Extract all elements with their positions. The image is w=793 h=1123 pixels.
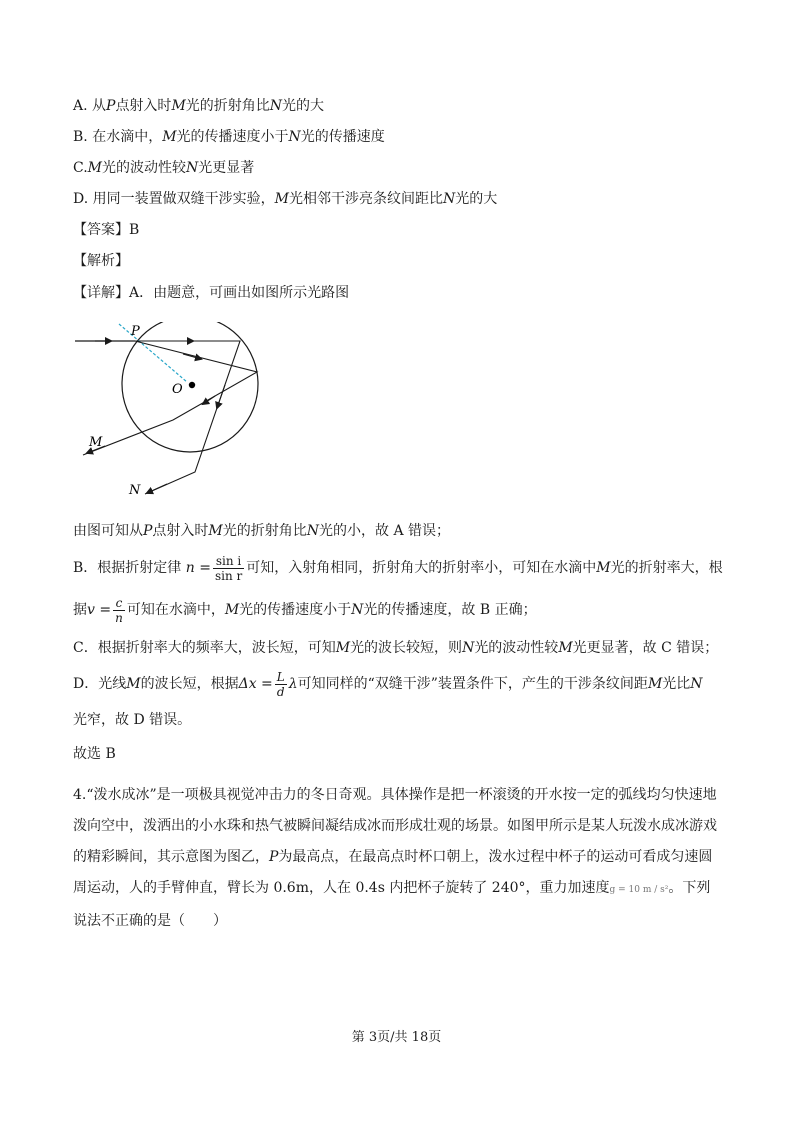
question-4: 4.“泼水成冰”是一项极具视觉冲击力的冬日奇观。具体操作是把一杯滚烫的开水按一定的弧线均匀快速地泼向空中，泼洒出的小水珠和热气被瞬间凝结成冰而形成壮观的场景。如图甲所示是某人玩泼水成冰游戏的精彩瞬间，其示意图为图乙，P为最高点，在最高点时杯口朝上，泼水过程中杯子的运动可看成匀速圆周运动，人的手臂伸直，臂长为 0.6m，人在 0.4s 内把杯子旋转了 240°，重力加速度g = 10 m / s²。下列说法不正确的是（ ） <box>73 787 717 929</box>
option-a: A. 从P点射入时M光的折射角比N光的大 <box>73 98 325 114</box>
option-d: D. 用同一装置做双缝干涉实验，M光相邻干涉亮条纹间距比N光的大 <box>73 191 498 207</box>
detail-text: A．由题意，可画出如图所示光路图 <box>129 285 350 301</box>
center-dot <box>189 382 195 388</box>
detail-label: 【详解】 <box>73 285 129 301</box>
page-footer: 第 3页/共 18页 <box>351 1030 442 1045</box>
answer-value: B <box>129 222 140 238</box>
formula-refraction-lhs: n = <box>185 560 211 576</box>
explain-line-4: C．根据折射率大的频率大，波长短，可知M光的波长较短，则N光的波动性较M光更显著，故 C 错误； <box>73 640 719 656</box>
choose-line: 故选 B <box>73 746 116 762</box>
option-c: C.M光的波动性较N光更显著 <box>73 160 255 176</box>
formula-fringe-lhs: Δx = <box>238 676 273 692</box>
option-b: B. 在水滴中，M光的传播速度小于N光的传播速度 <box>73 129 385 145</box>
light-path-diagram <box>75 322 275 502</box>
explain-line-1: 由图可知从P点射入时M光的折射角比N光的小，故 A 错误； <box>73 523 451 539</box>
formula-speed-lhs: v = <box>87 602 112 618</box>
analysis-label: 【解析】 <box>73 253 129 269</box>
explain-line-6: 光窄，故 D 错误。 <box>73 712 192 728</box>
label-p: P <box>131 324 140 339</box>
formula-speed-fraction: $\frac{c}{n}$ <box>115 595 123 625</box>
formula-fringe-fraction: $\frac{L}{d}$ <box>276 669 285 699</box>
answer-line <box>73 220 139 240</box>
label-n: N <box>129 483 141 498</box>
explain-line-3: 据v = $\frac{c}{n}$ 可知在水滴中，M光的传播速度小于N光的传播速度，故 B 正确； <box>73 595 537 625</box>
explain-line-5: D．光线M的波长短，根据Δx = $\frac{L}{d}$ λ可知同样的“双缝干涉”装置条件下，产生的干涉条纹间距M光比N <box>73 669 703 699</box>
label-m: M <box>89 435 103 450</box>
detail-line <box>73 283 349 303</box>
answer-label: 【答案】 <box>73 222 129 238</box>
gravity-formula: g = 10 m / s² <box>609 885 669 895</box>
explain-line-2: B．根据折射定律 n = $\frac{\text{sin i}}{\text{sin r}}$ 可知，入射角相同，折射角大的折射率小，可知在水滴中M光的折射率大，根 <box>73 553 723 583</box>
formula-refraction-fraction: $\frac{\text{sin i}}{\text{sin r}}$ <box>214 553 243 583</box>
label-o: O <box>172 382 183 397</box>
